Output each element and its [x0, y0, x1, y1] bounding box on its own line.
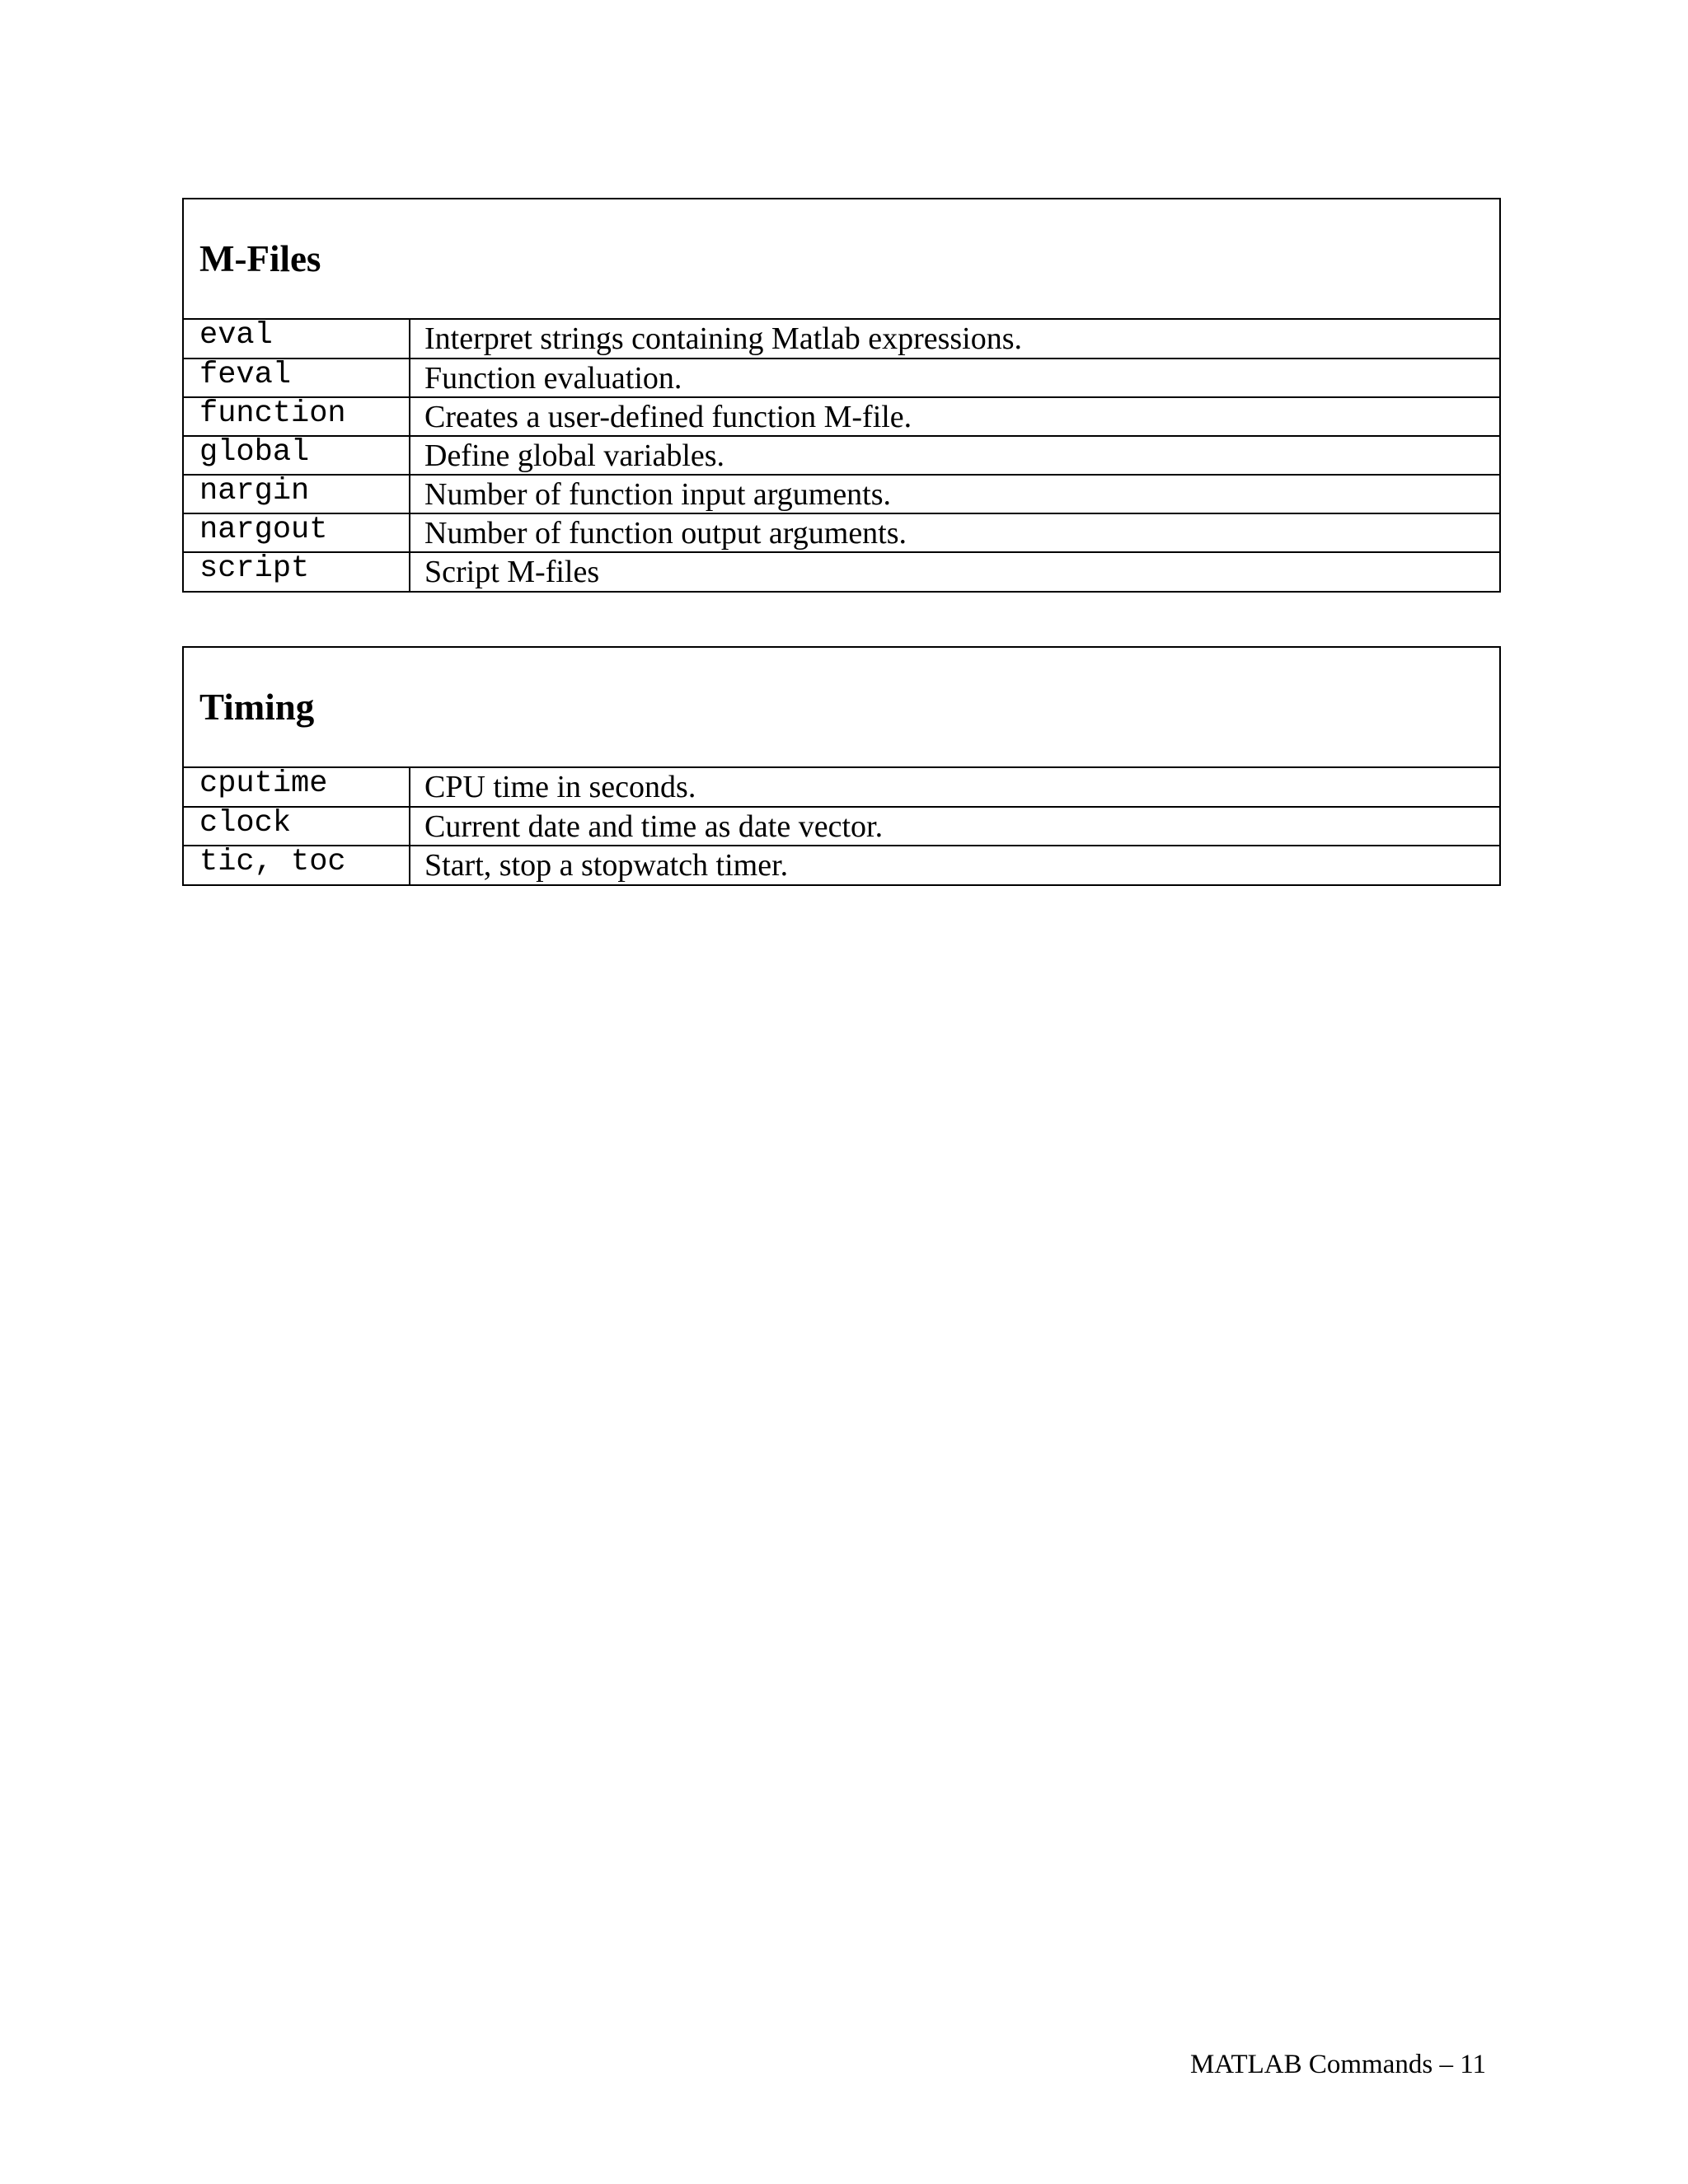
command-name: eval [184, 316, 410, 355]
table-row [184, 846, 1499, 884]
table-row [184, 397, 1499, 436]
command-description: Start, stop a stopwatch timer. [410, 846, 1499, 884]
command-description: Define global variables. [410, 436, 1499, 475]
section-header [184, 648, 1499, 768]
table-row [184, 320, 1499, 359]
table-row [184, 552, 1499, 591]
command-description: Number of function output arguments. [410, 513, 1499, 552]
table-row [184, 768, 1499, 807]
command-name: function [184, 394, 410, 433]
section-timing [182, 646, 1501, 886]
table-row [184, 475, 1499, 513]
command-description: Current date and time as date vector. [410, 807, 1499, 846]
table-row [184, 513, 1499, 552]
command-table [184, 768, 1499, 884]
command-description: Script M-files [410, 552, 1499, 591]
section-title: Timing [199, 687, 315, 728]
command-name: global [184, 433, 410, 471]
section-title: M-Files [199, 238, 321, 279]
table-row [184, 807, 1499, 846]
table-row [184, 436, 1499, 475]
command-name: tic, toc [184, 842, 410, 881]
command-description: Number of function input arguments. [410, 475, 1499, 513]
page-footer: MATLAB Commands – 11 [1189, 2050, 1486, 2079]
section-m-files [182, 198, 1501, 593]
command-description: Interpret strings containing Matlab expressions. [424, 321, 1023, 356]
command-name: cputime [184, 765, 410, 804]
command-name: nargin [184, 471, 410, 510]
command-description: CPU time in seconds. [424, 770, 696, 804]
command-table [184, 320, 1499, 591]
section-header [184, 199, 1499, 320]
command-name: feval [184, 355, 410, 394]
command-name: script [184, 549, 410, 588]
table-row [184, 359, 1499, 397]
command-description: Creates a user-defined function M-file. [410, 397, 1499, 436]
command-description: Function evaluation. [410, 359, 1499, 397]
command-name: nargout [184, 510, 410, 549]
command-name: clock [184, 804, 410, 842]
